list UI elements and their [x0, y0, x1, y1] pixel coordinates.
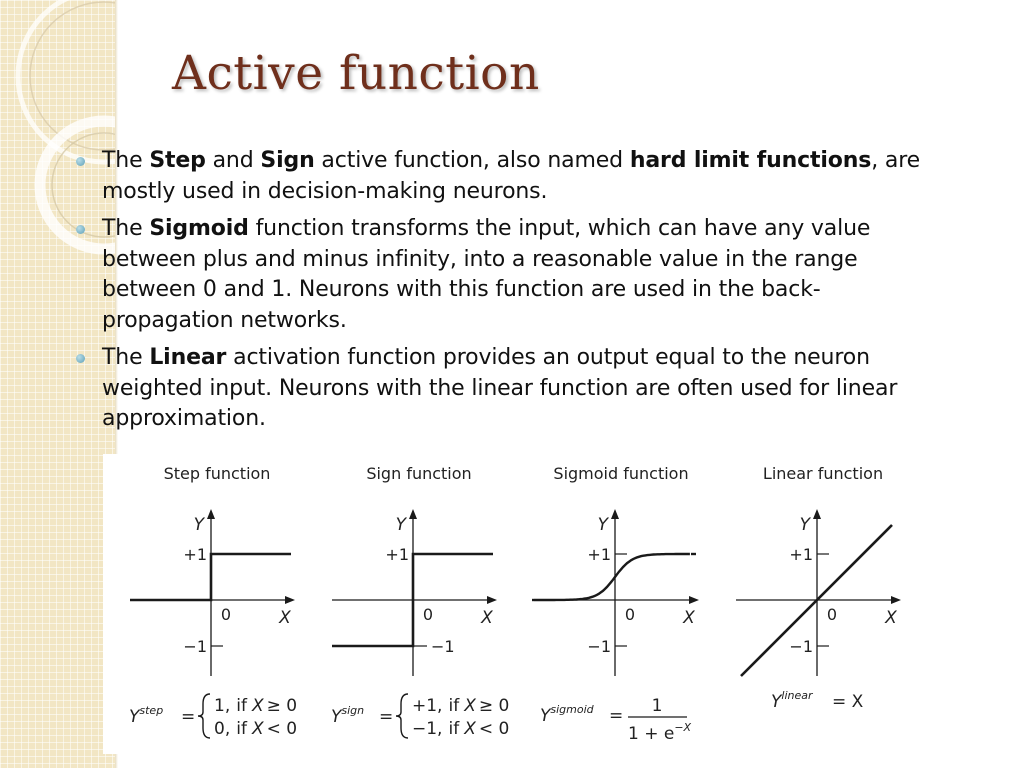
equation-lhs	[129, 704, 163, 727]
equation-equals: =	[609, 706, 624, 726]
equation-case-value: 0,	[214, 719, 231, 739]
equation-lhs-superscript: step	[139, 704, 164, 717]
bullet-text-run: and	[205, 148, 261, 173]
origin-label: 0	[826, 605, 838, 624]
x-axis-label: X	[481, 608, 493, 628]
bullet-dot-icon	[76, 225, 85, 234]
plus-one-label: +1	[587, 545, 611, 564]
equation-lhs-superscript: sign	[341, 704, 365, 717]
equation-case-value: +1,	[412, 696, 443, 716]
y-axis-arrowhead	[409, 509, 417, 519]
bullet-text	[102, 214, 932, 336]
y-axis-label: Y	[395, 515, 406, 535]
equation-case-if: if	[448, 696, 460, 716]
bullet-text-run: function transforms the input, which can have any value between plus and minus infinity, into a reasonable value in the range between 0 and 1. Neurons with this function are used in the back-propagation networks.	[102, 216, 871, 333]
y-axis-arrowhead	[207, 509, 215, 519]
equation-case-value: 1,	[214, 696, 231, 716]
equation-denominator	[628, 721, 692, 744]
y-axis-label: Y	[799, 515, 810, 535]
equation-lhs-base: Y	[771, 692, 782, 712]
bullet-text-run: The	[102, 148, 150, 173]
x-axis-label: X	[683, 608, 695, 628]
x-axis-arrowhead	[689, 596, 699, 604]
minus-one-label: −1	[431, 637, 455, 656]
equation-lhs-superscript: sigmoid	[550, 703, 594, 716]
equation-denominator-exponent: −X	[674, 721, 692, 734]
equation-case-if: if	[236, 696, 247, 716]
panel-title: Linear function	[762, 464, 884, 483]
equation-brace	[396, 694, 408, 738]
equation-case-variable: X	[464, 719, 476, 739]
equation-case	[412, 696, 509, 716]
function-curve	[130, 554, 291, 600]
plus-one-label: +1	[183, 545, 207, 564]
equation-brace	[198, 694, 210, 738]
bullet-text-run: , are mostly used in decision-making neurons.	[102, 148, 921, 204]
equation-case-relation: ≥ 0	[478, 696, 510, 716]
bullet-bold-term: hard limit functions	[629, 148, 872, 173]
bullet-text-run: activation function provides an output equal to the neuron weighted input. Neurons with the linear function are often used for linear approximation.	[102, 345, 898, 431]
equation-case	[214, 696, 297, 716]
y-axis-label: Y	[597, 515, 608, 535]
bullet-list	[72, 146, 932, 442]
equation-lhs-superscript: linear	[781, 689, 813, 702]
panel-sigmoid	[532, 464, 699, 744]
minus-one-label: −1	[789, 637, 813, 656]
bullet-text	[102, 343, 932, 435]
minus-one-label: −1	[587, 637, 611, 656]
equation-numerator: 1	[651, 696, 663, 716]
bullet-item	[72, 146, 932, 207]
equation-denominator-base: 1 + e	[628, 724, 675, 744]
equation-case-variable: X	[464, 696, 476, 716]
equation-equals: =	[181, 707, 196, 727]
activation-functions-figure	[103, 454, 911, 754]
bullet-item	[72, 214, 932, 336]
activation-functions-diagram	[103, 454, 911, 754]
equation-case-variable: X	[251, 696, 264, 716]
equation-case-value: −1,	[412, 719, 443, 739]
plus-one-label: +1	[385, 545, 409, 564]
bullet-dot-icon	[76, 157, 85, 166]
equation-case-relation: ≥ 0	[266, 696, 298, 716]
equation-case-relation: < 0	[266, 719, 298, 739]
panel-linear	[736, 464, 901, 712]
bullet-text-run: active function, also named	[314, 148, 630, 173]
origin-label: 0	[422, 605, 434, 624]
bullet-bold-term: Linear	[149, 345, 227, 370]
equation-lhs	[540, 703, 595, 726]
origin-label: 0	[624, 605, 636, 624]
panel-title: Sigmoid function	[553, 464, 689, 483]
x-axis-arrowhead	[891, 596, 901, 604]
bullet-bold-term: Sigmoid	[149, 216, 249, 241]
panel-sign	[331, 464, 509, 739]
equation-case	[412, 719, 509, 739]
bullet-text	[102, 146, 932, 207]
bullet-item	[72, 343, 932, 435]
equation-lhs-base: Y	[540, 706, 551, 726]
panel-title: Sign function	[366, 464, 472, 483]
function-curve	[534, 554, 690, 600]
bullet-dot-icon	[76, 354, 85, 363]
slide-title: Active function	[172, 46, 540, 101]
y-axis-arrowhead	[611, 509, 619, 519]
bullet-bold-term: Sign	[260, 148, 315, 173]
equation-case	[214, 719, 297, 739]
bullet-text-run: The	[102, 216, 150, 241]
plus-one-label: +1	[789, 545, 813, 564]
x-axis-arrowhead	[285, 596, 295, 604]
y-axis-label: Y	[193, 515, 204, 535]
bullet-bold-term: Step	[149, 148, 206, 173]
equation-equals: =	[379, 707, 394, 727]
equation-case-if: if	[448, 719, 460, 739]
equation-rhs: = X	[832, 692, 864, 712]
minus-one-label: −1	[183, 637, 207, 656]
origin-label: 0	[220, 605, 232, 624]
equation-lhs	[771, 689, 814, 712]
y-axis-arrowhead	[813, 509, 821, 519]
equation-case-variable: X	[251, 719, 264, 739]
panel-step	[129, 464, 297, 739]
equation-lhs-base: Y	[331, 707, 342, 727]
equation-case-if: if	[236, 719, 247, 739]
x-axis-arrowhead	[487, 596, 497, 604]
equation-lhs-base: Y	[129, 707, 140, 727]
equation-case-relation: < 0	[478, 719, 510, 739]
bullet-text-run: The	[102, 345, 150, 370]
equation-lhs	[331, 704, 364, 727]
panel-title: Step function	[163, 464, 271, 483]
x-axis-label: X	[885, 608, 897, 628]
x-axis-label: X	[279, 608, 291, 628]
